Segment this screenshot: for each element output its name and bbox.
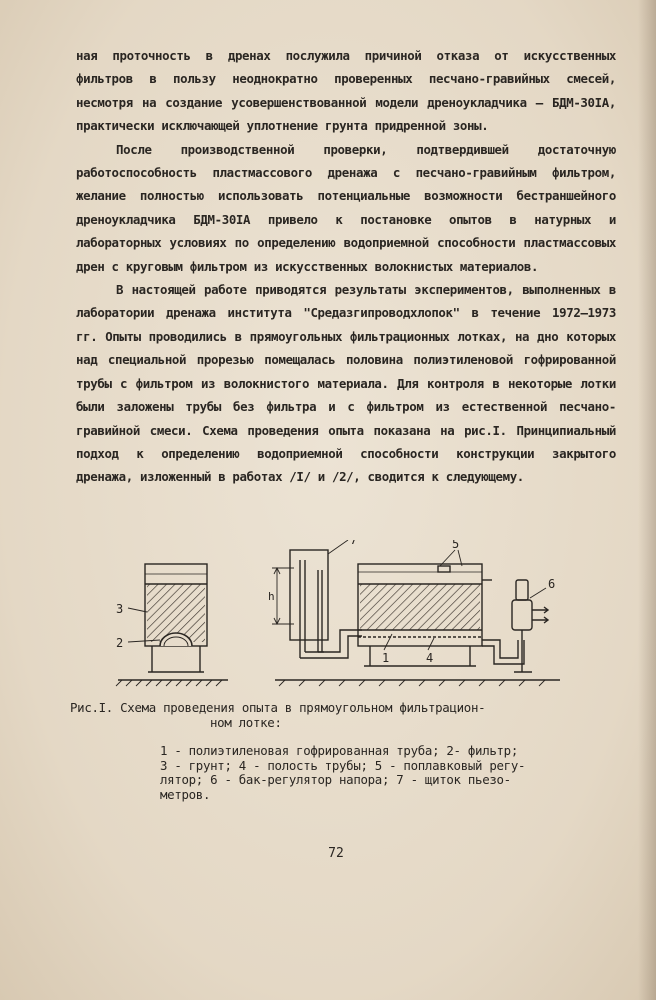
label-2: 2 [116, 636, 124, 650]
paragraph-3: В настоящей работе приводятся результаты экспериментов, выполненных в лаборатории дренажа института "Средазгипроводхлопок" в течение 1972–1973 гг. Опыты проводились в прямоугольных фильтрационных лотках, на дно которых над специальной прорезью помещалась половина полиэтиленовой гофрированной трубы с фильтром из волокнистого материала. Для контроля в некоторые лотки были заложены трубы без фильтра и с фильтром из естественной песчано-гравийной смеси. Схема проведения опыта показана на рис.I. Принципиальный подход к определению водоприемной способности конструкции закрытого дренажа, изложенный в работах /I/ и /2/, сводится к следующему. [76, 282, 616, 485]
piezometer-board [290, 550, 362, 658]
page-number: 72 [328, 846, 344, 861]
outlet-pipe [482, 640, 518, 658]
tray-longitudinal [358, 564, 492, 666]
label-h: h [268, 590, 275, 603]
label-4: 4 [426, 651, 434, 665]
tray-cross-section [145, 564, 207, 672]
paragraph-2: После производственной проверки, подтвердившей достаточную работоспособность пластмассового дренажа с песчано-гравийным фильтром, желание полностью использовать потенциальные возможности бестраншейного дреноукладчика БДМ-30IA привело к постановке опытов в натурных и лабораторных условиях по определению водоприемной способности пластмассовых дрен с круговым фильтром из искусственных волокнистых материалов. [76, 141, 616, 274]
body-text [76, 44, 616, 489]
legend-line-4: метров. [160, 786, 211, 802]
paragraph-1: ная проточность в дренах послужила причиной отказа от искусственных фильтров в пользу неоднократно проверенных песчано-гравийных смесей, несмотря на создание усовершенствованной модели дреноукладчика – БДМ-30IA, практически исключающей уплотнение грунта придренной зоны. [76, 48, 616, 134]
caption-line-2: ном лотке: [210, 715, 282, 730]
legend-line-2: 3 - грунт; 4 - полость трубы; 5 - поплавковый регу- [160, 757, 526, 773]
label-1: 1 [382, 651, 390, 665]
label-5: 5 [452, 540, 460, 551]
label-6: 6 [548, 577, 556, 591]
legend-line-3: лятор; 6 - бак-регулятор напора; 7 - щиток пьезо- [160, 772, 511, 787]
experiment-scheme [100, 540, 590, 700]
caption-line-1: Рис.I. Схема проведения опыта в прямоугольном фильтрацион- [70, 700, 486, 715]
ground-line-left [116, 680, 228, 686]
page-spine-shadow [638, 0, 656, 1000]
label-7: 7 [350, 540, 358, 547]
figure-legend [160, 744, 590, 802]
head-dimension [272, 568, 294, 624]
figure-caption [70, 700, 590, 730]
ground-line-right [275, 680, 560, 686]
label-3: 3 [116, 602, 124, 616]
figure-diagram [100, 540, 590, 700]
legend-line-1: 1 - полиэтиленовая гофрированная труба; 2- фильтр; [160, 743, 518, 758]
